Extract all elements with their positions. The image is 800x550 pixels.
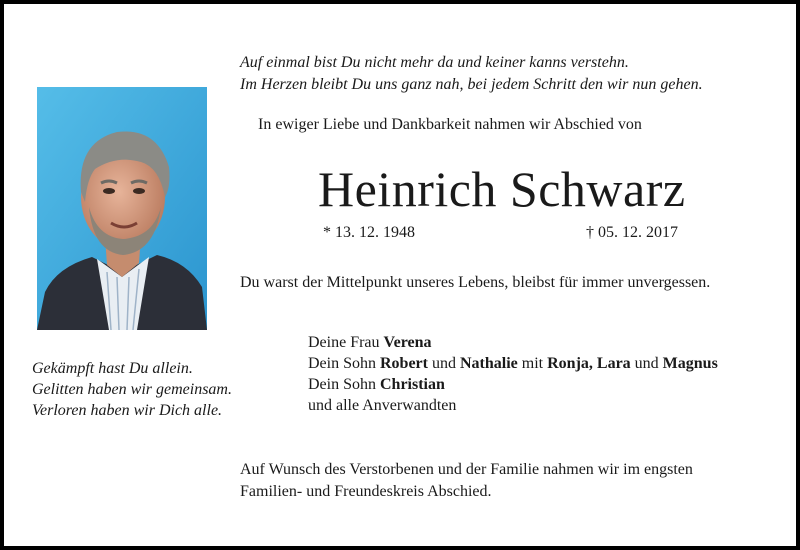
- mourner-line-2: [308, 353, 718, 374]
- deceased-name: Heinrich Schwarz: [318, 161, 686, 217]
- intro-text: In ewiger Liebe und Dankbarkeit nahmen wir Abschied von: [258, 116, 642, 133]
- mourners-list: [308, 332, 718, 416]
- mourner-prefix: Dein Sohn: [308, 376, 380, 393]
- mourner-name: Robert: [380, 355, 428, 372]
- closing-line-2: Familien- und Freundeskreis Abschied.: [240, 483, 492, 500]
- mourner-prefix: Deine Frau: [308, 334, 384, 351]
- death-date: † 05. 12. 2017: [586, 224, 678, 241]
- mourner-name: Magnus: [662, 355, 718, 372]
- side-poem-line-1: Gekämpft hast Du allein.: [32, 360, 193, 377]
- opening-poem-line-2: Im Herzen bleibt Du uns ganz nah, bei jedem Schritt den wir nun gehen.: [240, 76, 703, 93]
- mourner-line-4: und alle Anverwandten: [308, 397, 457, 414]
- mourner-line-1: [308, 332, 718, 353]
- mourner-name: Nathalie: [459, 355, 518, 372]
- mourner-connector: und: [630, 355, 663, 372]
- tribute-text: Du warst der Mittelpunkt unseres Lebens, bleibst für immer unvergessen.: [240, 274, 711, 291]
- opening-poem-line-1: Auf einmal bist Du nicht mehr da und keiner kanns verstehn.: [240, 54, 629, 71]
- side-poem: [32, 358, 232, 421]
- side-poem-line-2: Gelitten haben wir gemeinsam.: [32, 381, 232, 398]
- closing-line-1: Auf Wunsch des Verstorbenen und der Familie nahmen wir im engsten: [240, 461, 693, 478]
- closing-text: [240, 459, 693, 503]
- side-poem-line-3: Verloren haben wir Dich alle.: [32, 402, 223, 419]
- mourner-prefix: Dein Sohn: [308, 355, 380, 372]
- mourner-name: Verena: [383, 334, 432, 351]
- mourner-connector: und: [427, 355, 460, 372]
- mourner-line-3: [308, 374, 718, 395]
- mourner-name: Christian: [380, 376, 445, 393]
- opening-poem: [240, 52, 703, 96]
- birth-date: * 13. 12. 1948: [323, 224, 415, 241]
- mourner-connector: mit: [517, 355, 548, 372]
- mourner-name: Ronja, Lara: [547, 355, 631, 372]
- obituary-notice: [4, 4, 796, 546]
